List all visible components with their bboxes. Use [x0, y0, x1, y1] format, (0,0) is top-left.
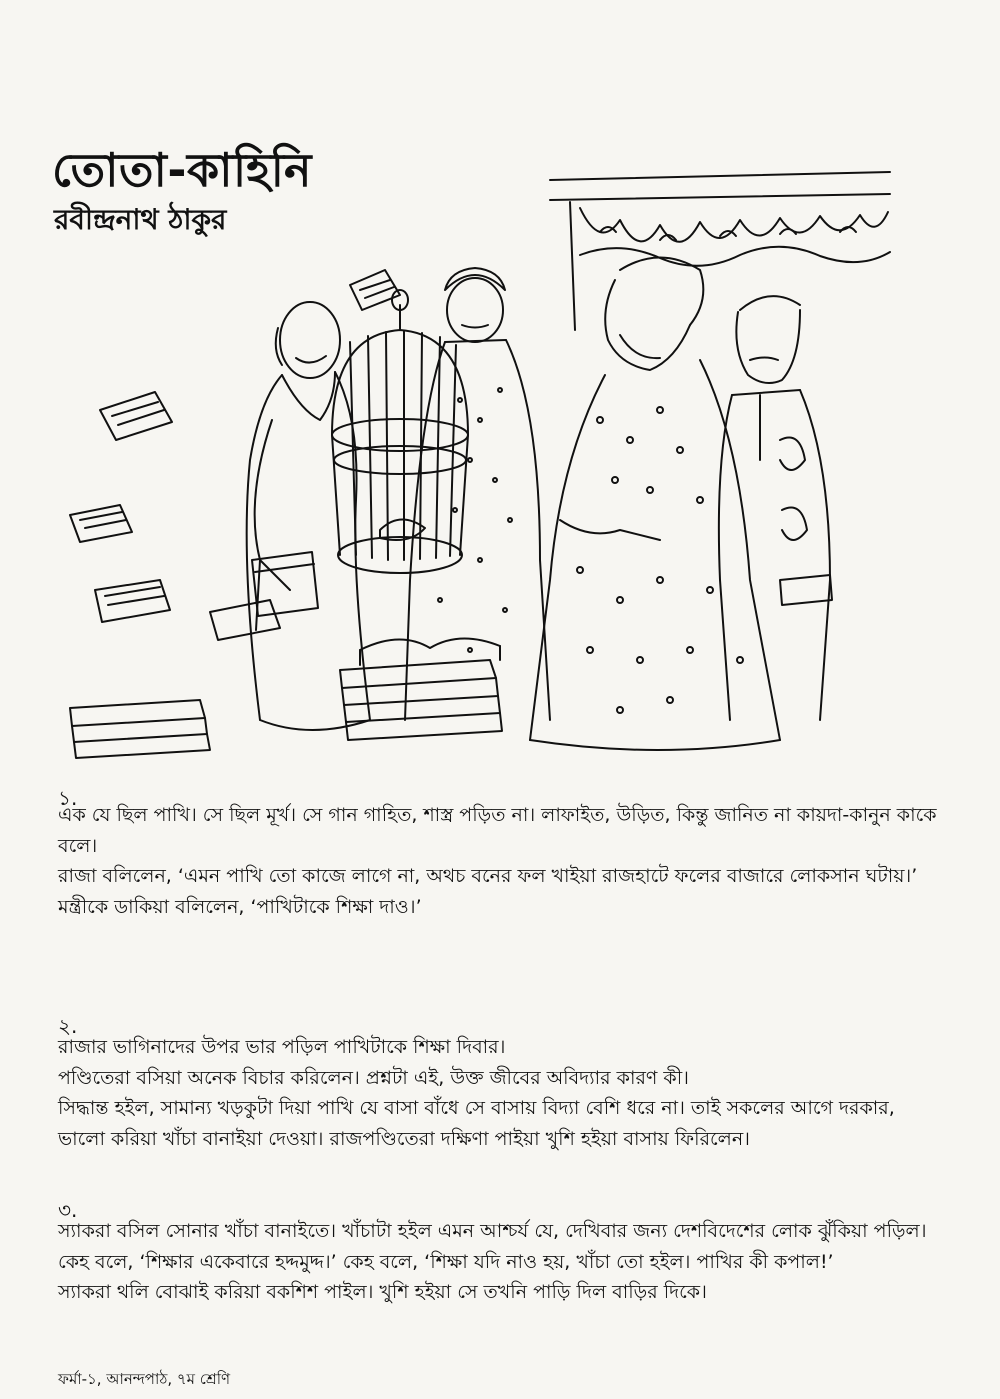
illustration: [60, 160, 900, 760]
paragraph: রাজার ভাগিনাদের উপর ভার পড়িল পাখিটাকে শিক্ষা দিবার।: [58, 1036, 506, 1058]
author-name: রবীন্দ্রনাথ ঠাকুর: [54, 203, 227, 236]
flying-papers: [70, 270, 400, 640]
section-body: [58, 800, 943, 922]
paragraph: মন্ত্রীকে ডাকিয়া বলিলেন, ‘পাখিটাকে শিক্ষা দাও।’: [58, 895, 422, 918]
section-number: ৩.: [58, 1198, 78, 1222]
book-stacks: [70, 638, 502, 758]
section-body: [58, 1032, 943, 1154]
paragraph: পণ্ডিতেরা বসিয়া অনেক বিচার করিলেন। প্রশ্নটা এই, উক্ত জীবের অবিদ্যার কারণ কী।: [58, 1066, 689, 1089]
page-footer: ফর্মা-১, আনন্দপাঠ, ৭ম শ্রেণি: [58, 1370, 231, 1388]
section-number: ২.: [58, 1014, 78, 1038]
paragraph: এক যে ছিল পাখি। সে ছিল মূর্খ। সে গান গাহিত, শাস্ত্র পড়িত না। লাফাইত, উড়িত, কিন্তু জানিত না কায়দা-কানুন কাকে বলে।: [58, 804, 937, 857]
wall-frieze: [550, 172, 890, 330]
paragraph: রাজা বলিলেন, ‘এমন পাখি তো কাজে লাগে না, অথচ বনের ফল খাইয়া রাজহাটে ফলের বাজারে লোকসান ঘটায়।’: [58, 865, 918, 887]
birdcage: [332, 290, 468, 573]
section-body: [58, 1216, 943, 1308]
courtier-figure: [719, 296, 832, 720]
paragraph: স্যাকরা বসিল সোনার খাঁচা বানাইতে। খাঁচাটা হইল এমন আশ্চর্য যে, দেখিবার জন্য দেশবিদেশের লোক ঝুঁকিয়া পড়িল। কেহ বলে, ‘শিক্ষার একেবারে হদ্দমুদ্দ।’ কেহ বলে, ‘শিক্ষা যদি নাও হয়, খাঁচা তো হইল। পাখির কী কপাল!’: [58, 1220, 927, 1273]
paragraph: সিদ্ধান্ত হইল, সামান্য খড়কুটা দিয়া পাখি যে বাসা বাঁধে সে বাসায় বিদ্যা বেশি ধরে না। তাই সকলের আগে দরকার, ভালো করিয়া খাঁচা বানাইয়া দেওয়া। রাজপণ্ডিতেরা দক্ষিণা পাইয়া খুশি হইয়া বাসায় ফিরিলেন।: [58, 1097, 895, 1150]
section-number: ১.: [58, 786, 78, 810]
king-figure: [530, 258, 780, 751]
page-title: তোতা-কাহিনি: [52, 143, 312, 197]
paragraph: স্যাকরা থলি বোঝাই করিয়া বকশিশ পাইল। খুশি হইয়া সে তখনি পাড়ি দিল বাড়ির দিকে।: [58, 1281, 707, 1303]
